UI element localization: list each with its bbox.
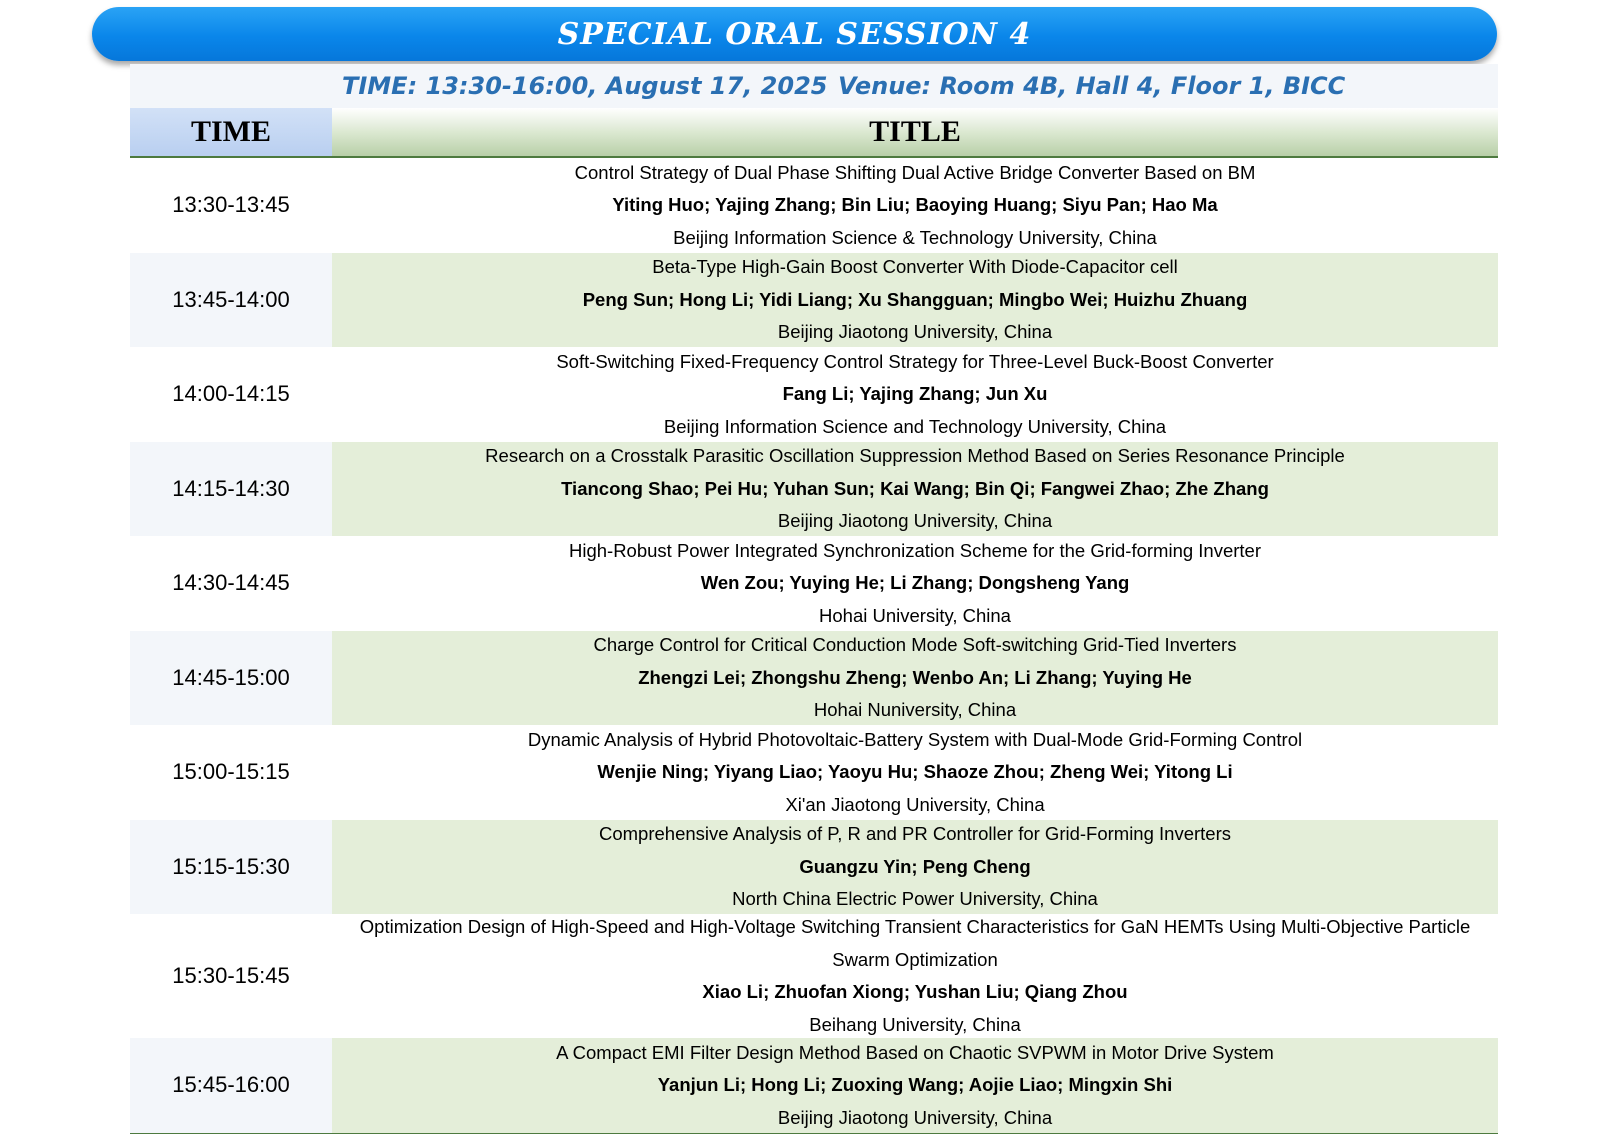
- paper-affiliation: Beijing Jiaotong University, China: [777, 1106, 1053, 1128]
- table-row: [130, 820, 1498, 915]
- paper-title: Dynamic Analysis of Hybrid Photovoltaic-Battery System with Dual-Mode Grid-Forming Control: [527, 728, 1303, 750]
- paper-authors: Wen Zou; Yuying He; Li Zhang; Dongsheng Yang: [700, 572, 1130, 593]
- row-content: [332, 158, 1498, 253]
- header-title: TITLE: [332, 108, 1498, 156]
- paper-affiliation: Beijing Jiaotong University, China: [777, 510, 1053, 531]
- row-content: [332, 347, 1498, 442]
- paper-affiliation: Hohai University, China: [819, 604, 1011, 626]
- session-title: SPECIAL ORAL SESSION 4: [557, 16, 1032, 52]
- paper-title: Charge Control for Critical Conduction Mode Soft-switching Grid-Tied Inverters: [593, 634, 1237, 655]
- header-time: TIME: [130, 108, 332, 156]
- row-content: [332, 631, 1498, 726]
- session-info-bar: [130, 64, 1498, 109]
- paper-authors: Yanjun Li; Hong Li; Zuoxing Wang; Aojie Liao; Mingxin Shi: [657, 1074, 1173, 1095]
- row-time: 14:00-14:15: [172, 381, 290, 407]
- row-time: 15:15-15:30: [130, 820, 332, 915]
- paper-affiliation: Beijing Information Science & Technology University, China: [673, 226, 1157, 248]
- paper-affiliation: Xi'an Jiaotong University, China: [785, 793, 1045, 815]
- table-row: [130, 725, 1498, 820]
- paper-affiliation: Beijing Jiaotong University, China: [777, 321, 1053, 342]
- row-time: 15:30-15:45: [172, 963, 290, 988]
- paper-title: Soft-Switching Fixed-Frequency Control Strategy for Three-Level Buck-Boost Converter: [556, 350, 1274, 372]
- paper-authors: Guangzu Yin; Peng Cheng: [799, 855, 1031, 877]
- paper-authors: Tiancong Shao; Pei Hu; Yuhan Sun; Kai Wang; Bin Qi; Fangwei Zhao; Zhe Zhang: [561, 477, 1269, 499]
- row-time: 13:30-13:45: [172, 192, 290, 218]
- row-content: [332, 1038, 1498, 1133]
- row-content: [332, 536, 1498, 631]
- paper-title: Optimization Design of High-Speed and High-Voltage Switching Transient Characteristics for GaN HEMTs Using Multi-Objective Particle Swarm Optimization: [359, 916, 1471, 970]
- paper-affiliation: Beihang University, China: [809, 1013, 1021, 1035]
- paper-authors: Xiao Li; Zhuofan Xiong; Yushan Liu; Qiang Zhou: [702, 981, 1128, 1002]
- table-row: [130, 253, 1498, 348]
- table-row: [130, 442, 1498, 537]
- row-time: 15:45-16:00: [130, 1038, 332, 1133]
- paper-affiliation: Beijing Information Science and Technology University, China: [663, 415, 1167, 437]
- paper-title: Control Strategy of Dual Phase Shifting Dual Active Bridge Converter Based on BM: [574, 161, 1256, 183]
- table-row: [130, 631, 1498, 726]
- paper-title: A Compact EMI Filter Design Method Based on Chaotic SVPWM in Motor Drive System: [556, 1041, 1274, 1063]
- session-banner: [92, 7, 1497, 61]
- row-time: 13:45-14:00: [130, 253, 332, 348]
- paper-authors: Yiting Huo; Yajing Zhang; Bin Liu; Baoying Huang; Siyu Pan; Hao Ma: [612, 194, 1218, 215]
- session-time: TIME: 13:30-16:00, August 17, 2025: [342, 72, 828, 100]
- row-time: 14:30-14:45: [172, 570, 290, 596]
- table-row: [130, 158, 1498, 253]
- table-row: [130, 914, 1498, 1038]
- paper-affiliation: North China Electric Power University, China: [732, 888, 1098, 909]
- row-time: 14:45-15:00: [130, 631, 332, 726]
- paper-title: High-Robust Power Integrated Synchronization Scheme for the Grid-forming Inverter: [568, 539, 1261, 561]
- paper-authors: Peng Sun; Hong Li; Yidi Liang; Xu Shangguan; Mingbo Wei; Huizhu Zhuang: [582, 288, 1248, 310]
- paper-title: Comprehensive Analysis of P, R and PR Controller for Grid-Forming Inverters: [599, 823, 1231, 844]
- row-time: 14:15-14:30: [130, 442, 332, 537]
- paper-title: Research on a Crosstalk Parasitic Oscillation Suppression Method Based on Series Resonance Principle: [485, 445, 1345, 466]
- schedule-table: [130, 108, 1498, 1134]
- table-row: [130, 347, 1498, 442]
- session-venue: Venue: Room 4B, Hall 4, Floor 1, BICC: [838, 72, 1346, 100]
- paper-authors: Wenjie Ning; Yiyang Liao; Yaoyu Hu; Shaoze Zhou; Zheng Wei; Yitong Li: [597, 761, 1233, 782]
- paper-authors: Zhengzi Lei; Zhongshu Zheng; Wenbo An; Li Zhang; Yuying He: [638, 666, 1192, 688]
- paper-authors: Fang Li; Yajing Zhang; Jun Xu: [782, 383, 1048, 404]
- row-content: [332, 253, 1498, 348]
- row-content: [332, 820, 1498, 915]
- table-row: [130, 536, 1498, 631]
- row-content: [332, 914, 1498, 1038]
- paper-affiliation: Hohai Nuniversity, China: [813, 699, 1017, 720]
- table-row: [130, 1038, 1498, 1134]
- row-time: 15:00-15:15: [172, 759, 290, 785]
- row-content: [332, 442, 1498, 537]
- row-content: [332, 725, 1498, 820]
- table-header: [130, 108, 1498, 158]
- paper-title: Beta-Type High-Gain Boost Converter With Diode-Capacitor cell: [652, 256, 1178, 277]
